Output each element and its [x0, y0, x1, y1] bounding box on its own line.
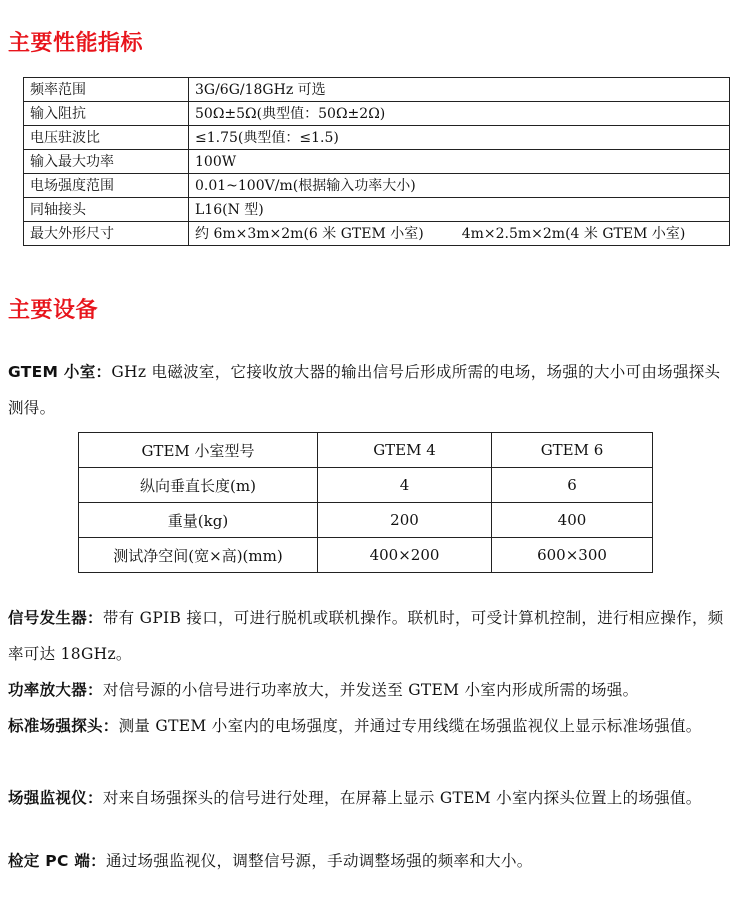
signal-generator-label: 信号发生器：	[8, 609, 103, 627]
gtem-text: GHz 电磁波室，它接收放大器的输出信号后形成所需的电场，场强的大小可由场强探头测得。	[8, 363, 721, 417]
spec-key: 输入阻抗	[24, 102, 189, 126]
equipment-section-title: 主要设备	[8, 298, 99, 323]
spec-value: 50Ω±5Ω(典型值：50Ω±2Ω)	[189, 102, 730, 126]
table-row	[24, 78, 730, 102]
table-row	[79, 503, 653, 538]
pc-label: 检定 PC 端：	[8, 852, 106, 870]
power-amplifier-text: 对信号源的小信号进行功率放大，并发送至 GTEM 小室内形成所需的场强。	[102, 681, 639, 699]
table-row	[79, 468, 653, 503]
signal-generator-description	[8, 600, 736, 672]
table-header: GTEM 4	[318, 433, 492, 468]
table-cell: 重量(kg)	[79, 503, 318, 538]
spec-key: 输入最大功率	[24, 150, 189, 174]
table-cell: 测试净空间(宽×高)(mm)	[79, 538, 318, 573]
signal-generator-text: 带有 GPIB 接口，可进行脱机或联机操作。联机时，可受计算机控制，进行相应操作，频率可达 18GHz。	[8, 609, 724, 663]
field-monitor-description	[8, 780, 736, 816]
table-row	[24, 174, 730, 198]
spec-value: 100W	[189, 150, 730, 174]
spec-value: ≤1.75(典型值：≤1.5)	[189, 126, 730, 150]
power-amplifier-description	[8, 672, 736, 708]
specs-section-title: 主要性能指标	[8, 31, 144, 56]
table-header: GTEM 6	[492, 433, 653, 468]
field-monitor-text: 对来自场强探头的信号进行处理，在屏幕上显示 GTEM 小室内探头位置上的场强值。	[102, 789, 702, 807]
table-row	[24, 150, 730, 174]
spec-key: 最大外形尺寸	[24, 222, 189, 246]
table-cell: 600×300	[492, 538, 653, 573]
table-cell: 纵向垂直长度(m)	[79, 468, 318, 503]
spec-value: 0.01~100V/m(根据输入功率大小)	[189, 174, 730, 198]
spec-value-4m: 4m×2.5m×2m(4 米 GTEM 小室)	[461, 225, 686, 242]
spec-key: 频率范围	[24, 78, 189, 102]
table-cell: 4	[318, 468, 492, 503]
table-row	[24, 126, 730, 150]
gtem-description	[8, 354, 736, 426]
table-cell: 200	[318, 503, 492, 538]
spec-value: L16(N 型)	[189, 198, 730, 222]
table-row	[79, 538, 653, 573]
field-probe-text: 测量 GTEM 小室内的电场强度，并通过专用线缆在场强监视仪上显示标准场强值。	[118, 717, 702, 735]
pc-text: 通过场强监视仪，调整信号源，手动调整场强的频率和大小。	[105, 852, 533, 870]
spec-key: 同轴接头	[24, 198, 189, 222]
table-cell: 400×200	[318, 538, 492, 573]
pc-description	[8, 843, 736, 879]
spec-key: 电场强度范围	[24, 174, 189, 198]
table-row	[24, 222, 730, 246]
table-header: GTEM 小室型号	[79, 433, 318, 468]
spec-key: 电压驻波比	[24, 126, 189, 150]
table-cell: 6	[492, 468, 653, 503]
field-probe-description	[8, 708, 736, 744]
table-row	[24, 198, 730, 222]
table-header-row	[79, 433, 653, 468]
spec-value-6m: 约 6m×3m×2m(6 米 GTEM 小室)	[195, 225, 424, 242]
gtem-model-table	[78, 432, 653, 573]
table-row	[24, 102, 730, 126]
field-probe-label: 标准场强探头：	[8, 717, 119, 735]
spec-value: 3G/6G/18GHz 可选	[189, 78, 730, 102]
spec-value	[189, 222, 730, 246]
performance-spec-table	[23, 77, 730, 246]
power-amplifier-label: 功率放大器：	[8, 681, 103, 699]
table-cell: 400	[492, 503, 653, 538]
gtem-label: GTEM 小室：	[8, 363, 112, 381]
field-monitor-label: 场强监视仪：	[8, 789, 103, 807]
